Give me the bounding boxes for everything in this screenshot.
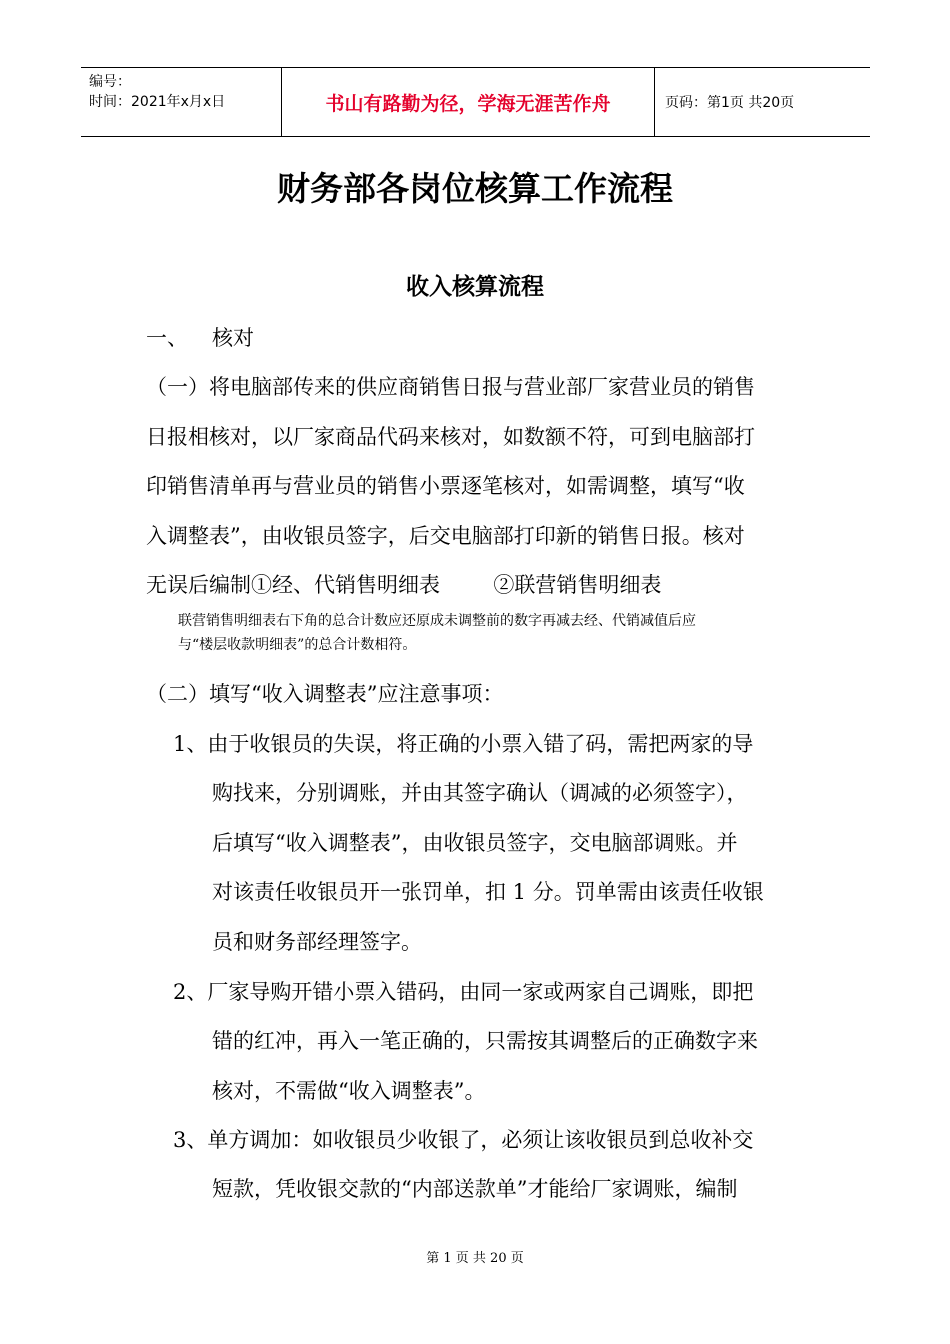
header-left-cell: [81, 68, 281, 136]
paragraph1-line: 日报相核对，以厂家商品代码来核对，如数额不符，可到电脑部打: [146, 425, 755, 449]
header-motto: 书山有路勤为径，学海无涯苦作舟: [281, 68, 655, 136]
paragraph1-line: 无误后编制①经、代销售明细表 ②联营销售明细表: [146, 573, 662, 597]
item2-line: 错的红冲，再入一笔正确的，只需按其调整后的正确数字来: [212, 1029, 758, 1053]
paragraph2: （二）填写“收入调整表”应注意事项：: [146, 682, 504, 706]
item3-line: 3、单方调加：如收银员少收银了，必须让该收银员到总收补交: [173, 1128, 754, 1152]
paragraph1-line: 入调整表”，由收银员签字，后交电脑部打印新的销售日报。核对: [146, 524, 745, 548]
heading1-number: 一、: [146, 326, 188, 350]
note-line: 与“楼层收款明细表”的总合计数相符。: [178, 637, 417, 653]
item1-line: 购找来，分别调账，并由其签字确认（调减的必须签字），: [212, 781, 748, 805]
page-header: [81, 67, 870, 137]
header-page-info: 页码：第1页 共20页: [665, 95, 795, 111]
item3-line: 短款，凭收银交款的“内部送款单”才能给厂家调账，编制: [212, 1177, 738, 1201]
item2-line: 核对，不需做“收入调整表”。: [212, 1079, 486, 1103]
section-title: 收入核算流程: [406, 274, 544, 300]
item1-line: 1、由于收银员的失误，将正确的小票入错了码，需把两家的导: [173, 732, 754, 756]
heading1-text: 核对: [212, 326, 254, 350]
item1-line: 员和财务部经理签字。: [212, 930, 422, 954]
paragraph1-line: 印销售清单再与营业员的销售小票逐笔核对，如需调整，填写“收: [146, 474, 745, 498]
paragraph1-line: （一）将电脑部传来的供应商销售日报与营业部厂家营业员的销售: [146, 375, 755, 399]
document-title: 财务部各岗位核算工作流程: [277, 169, 673, 208]
item2-line: 2、厂家导购开错小票入错码，由同一家或两家自己调账，即把: [173, 980, 754, 1004]
item1-line: 后填写“收入调整表”，由收银员签字，交电脑部调账。并: [212, 831, 738, 855]
note-line: 联营销售明细表右下角的总合计数应还原成未调整前的数字再减去经、代销减值后应: [178, 613, 696, 629]
time-label: 时间：2021年x月x日: [89, 94, 226, 110]
item1-line: 对该责任收银员开一张罚单，扣 1 分。罚单需由该责任收银: [212, 880, 764, 904]
number-label: 编号：: [89, 74, 131, 90]
page-footer: 第 1 页 共 20 页: [426, 1251, 524, 1266]
